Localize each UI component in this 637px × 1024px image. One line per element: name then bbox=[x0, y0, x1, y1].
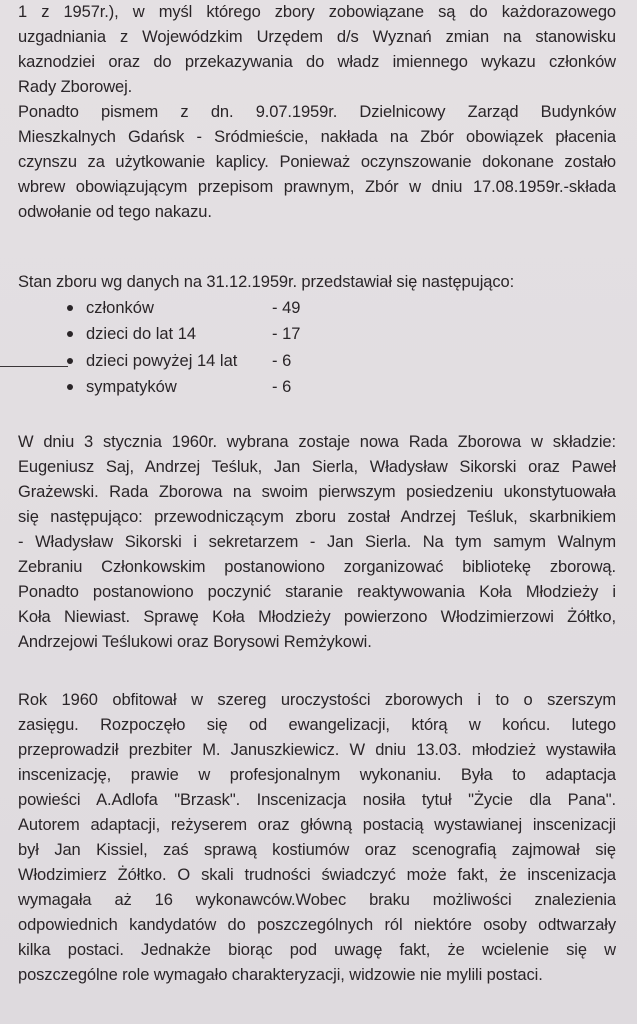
text-line: Koła Niewiast. Sprawę Koła Młodzieży powierzono Włodzimierzowi Żółtko, bbox=[18, 608, 616, 626]
text-line: Ponadto postanowiono poczynić staranie reaktywowania Koła Młodzieży i bbox=[18, 583, 616, 601]
text-line: Grażewski. Rada Zborowa na swoim pierwszym posiedzeniu ukonstytuowała bbox=[18, 483, 616, 501]
text-line: Zebraniu Członkowskim postanowiono zorganizować bibliotekę zborową. bbox=[18, 558, 616, 576]
text-line: Eugeniusz Saj, Andrzej Teśluk, Jan Sierla, Władysław Sikorski oraz Paweł bbox=[18, 458, 616, 476]
text-line: powieści A.Adlofa "Brzask". Inscenizacja nosiła tytuł "Życie dla Pana". bbox=[18, 791, 616, 809]
text-line: się następująco: przewodniczącym zboru został Andrzej Teśluk, skarbnikiem bbox=[18, 508, 616, 526]
stats-value: - 17 bbox=[272, 325, 301, 343]
stats-value: - 6 bbox=[272, 352, 292, 370]
bullet-icon bbox=[67, 384, 73, 390]
text-line: poszczególne role wymagało charakteryzacji, widzowie nie mylili postaci. bbox=[18, 966, 543, 984]
text-line: zasięgu. Rozpoczęło się od ewangelizacji, którą w końcu. lutego bbox=[18, 716, 616, 734]
text-line: Rady Zborowej. bbox=[18, 78, 133, 96]
stats-value: - 6 bbox=[272, 378, 292, 396]
text-line: był Jan Kissiel, zaś sprawą kostiumów oraz scenografią zajmował się bbox=[18, 841, 616, 859]
text-line: odwołanie od tego nakazu. bbox=[18, 203, 212, 221]
stats-intro: Stan zboru wg danych na 31.12.1959r. przedstawiał się następująco: bbox=[18, 273, 515, 291]
text-line: W dniu 3 stycznia 1960r. wybrana zostaje nowa Rada Zborowa w składzie: bbox=[18, 433, 616, 451]
bullet-icon bbox=[67, 358, 73, 364]
stats-value: - 49 bbox=[272, 299, 301, 317]
text-line: czynszu za użytkowanie kaplicy. Ponieważ oczynszowanie dokonane zostało bbox=[18, 153, 616, 171]
text-line: Rok 1960 obfitował w szereg uroczystości zborowych i to o szerszym bbox=[18, 691, 616, 709]
text-line: Mieszkalnych Gdańsk - Sródmieście, nakłada na Zbór obowiązek płacenia bbox=[18, 128, 616, 146]
text-line: kilka postaci. Jednakże biorąc pod uwagę fakt, że wcielenie się w bbox=[18, 941, 616, 959]
text-line: wymagała aż 16 wykonawców.Wobec braku możliwości znalezienia bbox=[18, 891, 616, 909]
text-line: Ponadto pismem z dn. 9.07.1959r. Dzielnicowy Zarząd Budynków bbox=[18, 103, 616, 121]
text-line: - Władysław Sikorski i sekretarzem - Jan Sierla. Na tym samym Walnym bbox=[18, 533, 616, 551]
text-line: przeprowadził prezbiter M. Januszkiewicz. W dniu 13.03. młodzież wystawiła bbox=[18, 741, 616, 759]
text-line: Autorem adaptacji, reżyserem oraz główną postacią wystawianej inscenizacji bbox=[18, 816, 616, 834]
text-line: inscenizację, prawie w profesjonalnym wykonaniu. Była to adaptacja bbox=[18, 766, 616, 784]
bullet-icon bbox=[67, 305, 73, 311]
scan-mark bbox=[0, 366, 68, 367]
bullet-icon bbox=[67, 331, 73, 337]
stats-label: dzieci do lat 14 bbox=[86, 325, 197, 343]
stats-label: dzieci powyżej 14 lat bbox=[86, 352, 238, 370]
stats-label: członków bbox=[86, 299, 154, 317]
text-line: Włodzimierz Żółtko. O skali trudności świadczyć może fakt, że inscenizacja bbox=[18, 866, 616, 884]
text-line: Andrzejowi Teślukowi oraz Borysowi Remżykowi. bbox=[18, 633, 372, 651]
text-line: uzgadniania z Wojewódzkim Urzędem d/s Wyznań zmian na stanowisku bbox=[18, 28, 616, 46]
stats-label: sympatyków bbox=[86, 378, 177, 396]
text-line: 1 z 1957r.), w myśl którego zbory zobowiązane są do każdorazowego bbox=[18, 3, 616, 21]
text-line: kaznodziei oraz do przekazywania do władz imiennego wykazu członków bbox=[18, 53, 616, 71]
text-line: wbrew obowiązującym przepisom prawnym, Zbór w dniu 17.08.1959r.-składa bbox=[18, 178, 616, 196]
text-line: odpowiednich kandydatów do poszczególnych ról niektóre osoby odtwarzały bbox=[18, 916, 616, 934]
